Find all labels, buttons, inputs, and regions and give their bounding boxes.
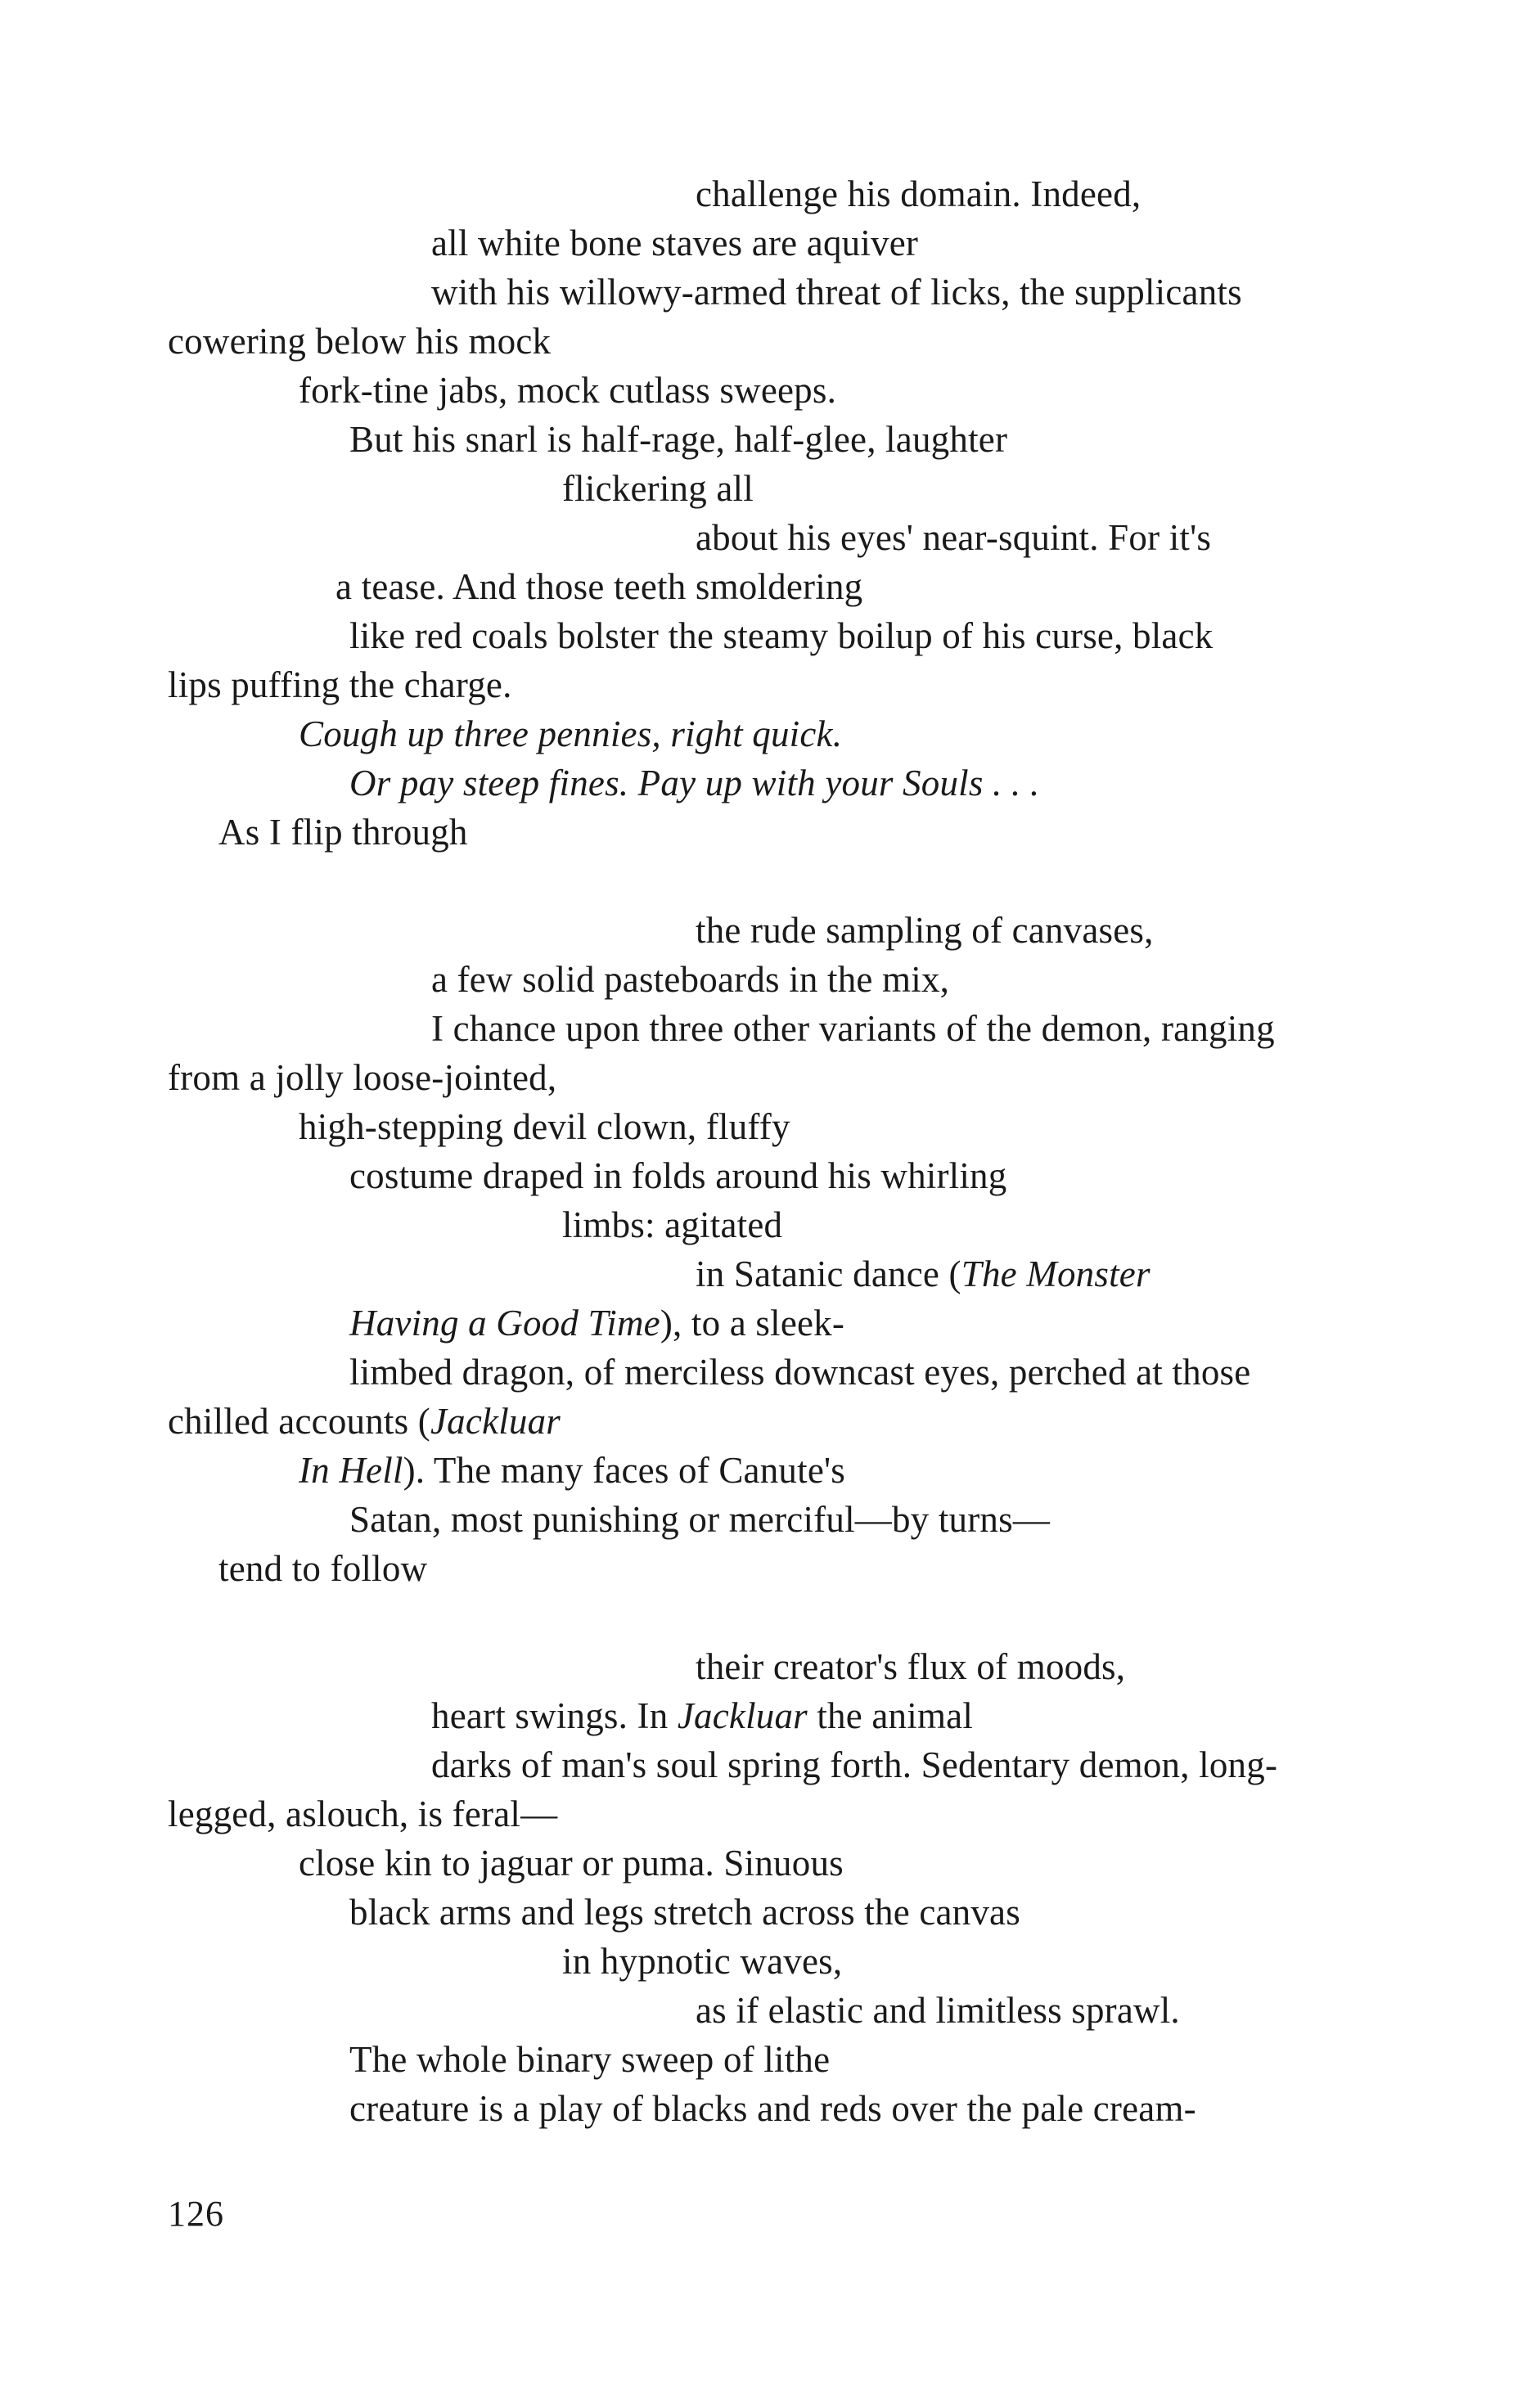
- artwork-title: Jackluar: [430, 1401, 561, 1442]
- text-line: a few solid pasteboards in the mix,: [431, 959, 950, 1000]
- text-run: ). The many faces of Canute's: [403, 1450, 846, 1491]
- text-line: with his willowy-armed threat of licks, the supplicants: [431, 272, 1242, 313]
- text-line: [349, 1300, 844, 1346]
- text-line: legged, aslouch, is feral—: [168, 1794, 558, 1834]
- artwork-title: Having a Good Time: [349, 1303, 660, 1344]
- text-line: lips puffing the charge.: [168, 664, 512, 705]
- text-line: costume draped in folds around his whirling: [349, 1155, 1007, 1196]
- text-line: [168, 1398, 561, 1444]
- text-line: a tease. And those teeth smoldering: [335, 566, 863, 607]
- text-run: heart swings. In: [431, 1695, 678, 1736]
- text-line: flickering all: [562, 468, 754, 509]
- text-line: close kin to jaguar or puma. Sinuous: [299, 1843, 844, 1884]
- text-line: darks of man's soul spring forth. Sedentary demon, long-: [431, 1744, 1278, 1785]
- text-line: As I flip through: [218, 812, 468, 853]
- text-line: the rude sampling of canvases,: [696, 910, 1154, 951]
- text-line: about his eyes' near-squint. For it's: [696, 517, 1212, 558]
- text-run: in Satanic dance (: [696, 1254, 961, 1294]
- text-line: as if elastic and limitless sprawl.: [696, 1990, 1180, 2031]
- text-line: all white bone staves are aquiver: [431, 223, 919, 263]
- text-line: [299, 1447, 845, 1493]
- text-line: tend to follow: [218, 1548, 428, 1589]
- artwork-title: The Monster: [961, 1254, 1150, 1294]
- text-line: Satan, most punishing or merciful—by turns—: [349, 1499, 1051, 1540]
- text-line: I chance upon three other variants of the demon, ranging: [431, 1008, 1275, 1049]
- text-line: in hypnotic waves,: [562, 1941, 843, 1982]
- text-line: [696, 1251, 1150, 1297]
- page-number: 126: [168, 2194, 224, 2234]
- text-line: cowering below his mock: [168, 321, 552, 362]
- text-run: ), to a sleek-: [660, 1303, 845, 1344]
- text-line: But his snarl is half-rage, half-glee, laughter: [349, 419, 1008, 460]
- text-line: from a jolly loose-jointed,: [168, 1057, 557, 1098]
- text-line: creature is a play of blacks and reds over the pale cream-: [349, 2088, 1196, 2129]
- italic-text-line: Cough up three pennies, right quick.: [299, 713, 843, 754]
- artwork-title: Jackluar: [677, 1695, 808, 1736]
- text-line: fork-tine jabs, mock cutlass sweeps.: [299, 370, 837, 411]
- italic-text-line: Or pay steep fines. Pay up with your Souls . . .: [349, 763, 1040, 803]
- text-line: like red coals bolster the steamy boilup of his curse, black: [349, 615, 1214, 656]
- text-line: limbed dragon, of merciless downcast eyes, perched at those: [349, 1352, 1251, 1393]
- text-run: the animal: [807, 1695, 974, 1736]
- text-line: black arms and legs stretch across the canvas: [349, 1892, 1020, 1933]
- text-line: challenge his domain. Indeed,: [696, 173, 1141, 214]
- text-line: The whole binary sweep of lithe: [349, 2039, 831, 2080]
- text-line: their creator's flux of moods,: [696, 1646, 1126, 1687]
- artwork-title: In Hell: [299, 1450, 403, 1491]
- text-line: [431, 1693, 973, 1739]
- text-line: limbs: agitated: [562, 1204, 783, 1245]
- text-line: high-stepping devil clown, fluffy: [299, 1106, 790, 1147]
- text-run: chilled accounts (: [168, 1401, 430, 1442]
